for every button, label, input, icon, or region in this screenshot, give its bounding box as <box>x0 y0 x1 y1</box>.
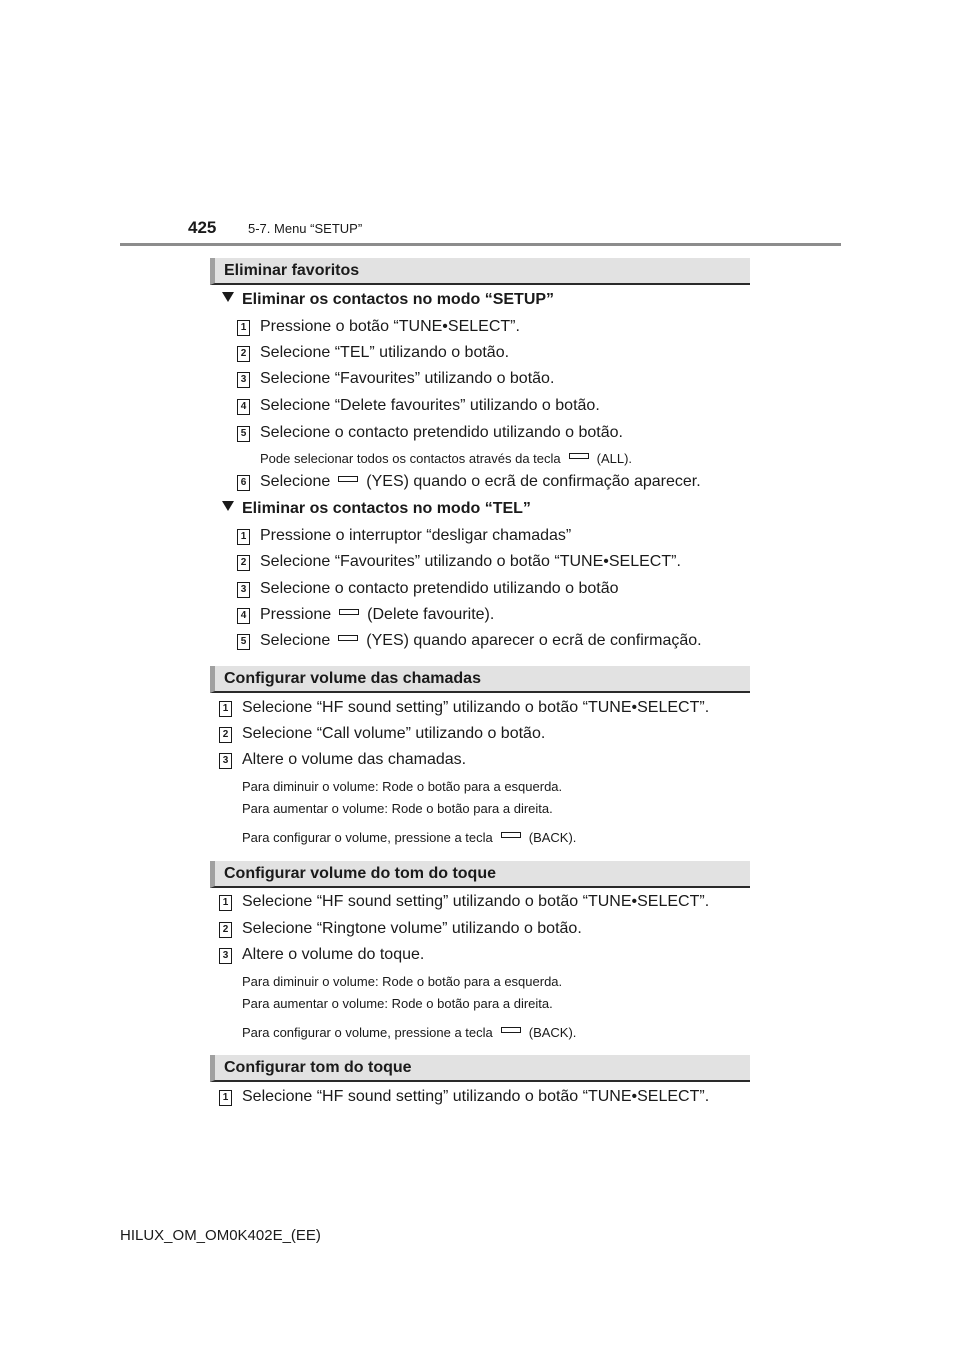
step-text-b: (Delete favourite). <box>367 606 495 623</box>
step-text: Selecione “HF sound setting” utilizando o botão “TUNE•SELECT”. <box>242 893 710 910</box>
note-text <box>242 1025 576 1040</box>
step-text: Selecione “TEL” utilizando o botão. <box>260 344 510 361</box>
subheading-tel-text: Eliminar os contactos no modo “TEL” <box>242 500 531 517</box>
note-text <box>260 451 632 466</box>
step-number: 1 <box>237 320 250 336</box>
note-text-b: (BACK). <box>528 1025 577 1040</box>
subheading-tel-mode <box>222 500 531 518</box>
note-text <box>242 830 576 845</box>
header-divider <box>120 243 841 246</box>
section-heading-eliminar-favoritos: Eliminar favoritos <box>210 258 750 285</box>
step-text: Pressione o botão “TUNE•SELECT”. <box>260 318 520 335</box>
step-text: Selecione “Favourites” utilizando o botão “TUNE•SELECT”. <box>260 553 681 570</box>
step-number: 3 <box>237 372 250 388</box>
bullet-triangle-icon <box>222 501 234 511</box>
note-text-a: Pode selecionar todos os contactos através da tecla <box>260 451 561 466</box>
step-text: Selecione “Ringtone volume” utilizando o botão. <box>242 920 582 937</box>
step-text <box>260 632 702 650</box>
section-heading-volume-toque: Configurar volume do tom do toque <box>210 861 750 888</box>
key-button-icon <box>501 1027 521 1033</box>
step-text <box>260 606 494 624</box>
step-text: Selecione “Delete favourites” utilizando o botão. <box>260 397 600 414</box>
note-text-a: Para configurar o volume, pressione a tecla <box>242 830 493 845</box>
step-number: 4 <box>237 608 250 624</box>
note-text: Para aumentar o volume: Rode o botão para a direita. <box>242 801 553 816</box>
key-button-icon <box>338 476 358 482</box>
key-button-icon <box>569 453 589 459</box>
step-text-a: Pressione <box>260 606 332 623</box>
step-number: 6 <box>237 475 250 491</box>
step-number: 5 <box>237 634 250 650</box>
subheading-setup-mode <box>222 291 554 309</box>
step-text: Selecione o contacto pretendido utilizando o botão <box>260 580 619 597</box>
step-number: 1 <box>219 895 232 911</box>
note-text: Para diminuir o volume: Rode o botão para a esquerda. <box>242 974 563 989</box>
step-text: Altere o volume do toque. <box>242 946 425 963</box>
step-number: 1 <box>219 701 232 717</box>
step-number: 1 <box>237 529 250 545</box>
step-number: 2 <box>219 727 232 743</box>
section-heading-tom-toque: Configurar tom do toque <box>210 1055 750 1082</box>
step-number: 3 <box>237 582 250 598</box>
step-text: Altere o volume das chamadas. <box>242 751 467 768</box>
section-heading-volume-chamadas: Configurar volume das chamadas <box>210 666 750 693</box>
step-text <box>260 473 701 491</box>
step-text: Selecione “Call volume” utilizando o botão. <box>242 725 546 742</box>
note-text: Para diminuir o volume: Rode o botão para a esquerda. <box>242 779 563 794</box>
key-button-icon <box>338 635 358 641</box>
step-number: 2 <box>237 346 250 362</box>
section-title: 5-7. Menu “SETUP” <box>248 221 363 236</box>
note-text: Para aumentar o volume: Rode o botão para a direita. <box>242 996 553 1011</box>
step-text: Selecione “Favourites” utilizando o botão. <box>260 370 555 387</box>
step-number: 3 <box>219 948 232 964</box>
step-text-a: Selecione <box>260 632 331 649</box>
step-number: 1 <box>219 1090 232 1106</box>
document-code: HILUX_OM_OM0K402E_(EE) <box>120 1227 321 1244</box>
step-text-b: (YES) quando o ecrã de confirmação aparecer. <box>366 473 701 490</box>
step-text: Selecione o contacto pretendido utilizando o botão. <box>260 424 623 441</box>
step-number: 2 <box>237 555 250 571</box>
step-number: 4 <box>237 399 250 415</box>
key-button-icon <box>501 832 521 838</box>
step-text: Pressione o interruptor “desligar chamadas” <box>260 527 572 544</box>
note-text-b: (ALL). <box>596 451 633 466</box>
key-button-icon <box>339 609 359 615</box>
subheading-setup-text: Eliminar os contactos no modo “SETUP” <box>242 291 555 308</box>
page-number: 425 <box>188 218 217 237</box>
note-text-b: (BACK). <box>528 830 577 845</box>
step-number: 3 <box>219 753 232 769</box>
bullet-triangle-icon <box>222 292 234 302</box>
step-text-a: Selecione <box>260 473 331 490</box>
step-text: Selecione “HF sound setting” utilizando o botão “TUNE•SELECT”. <box>242 1088 710 1105</box>
note-text-a: Para configurar o volume, pressione a tecla <box>242 1025 493 1040</box>
step-text: Selecione “HF sound setting” utilizando o botão “TUNE•SELECT”. <box>242 699 710 716</box>
step-text-b: (YES) quando aparecer o ecrã de confirmação. <box>366 632 702 649</box>
step-number: 5 <box>237 426 250 442</box>
step-number: 2 <box>219 922 232 938</box>
